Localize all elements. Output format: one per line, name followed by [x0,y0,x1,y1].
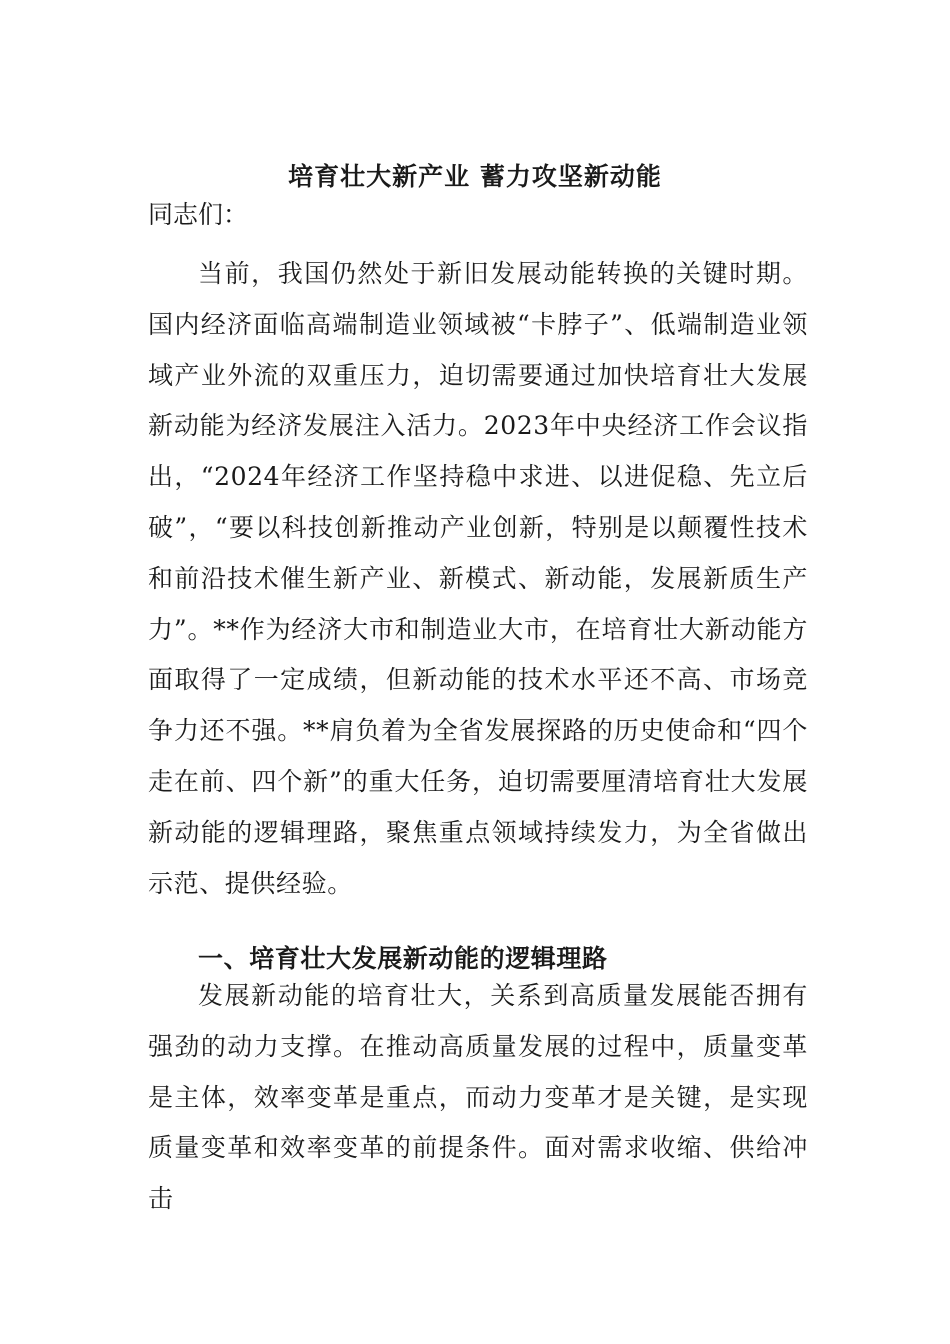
salutation: 同志们： [148,200,249,229]
body-paragraph: 当前，我国仍然处于新旧发展动能转换的关键时期。国内经济面临高端制造业领域被“卡脖子”、低端制造业领域产业外流的双重压力，迫切需要通过加快培育壮大发展新动能为经济发展注入活力。2023年中央经济工作会议指出，“2024年经济工作坚持稳中求进、以进促稳、先立后破”，“要以科技创新推动产业创新，特别是以颠覆性技术和前沿技术催生新产业、新模式、新动能，发展新质生产力”。**作为经济大市和制造业大市，在培育壮大新动能方面取得了一定成绩，但新动能的技术水平还不高、市场竞争力还不强。**肩负着为全省发展探路的历史使命和“四个走在前、四个新”的重大任务，迫切需要厘清培育壮大发展新动能的逻辑理路，聚焦重点领域持续发力，为全省做出示范、提供经验。 [148,259,808,898]
body-paragraph: 发展新动能的培育壮大，关系到高质量发展能否拥有强劲的动力支撑。在推动高质量发展的过程中，质量变革是主体，效率变革是重点，而动力变革才是关键，是实现质量变革和效率变革的前提条件。面对需求收缩、供给冲击 [148,981,808,1214]
section-heading: 一、培育壮大发展新动能的逻辑理路 [198,944,608,973]
document-title: 培育壮大新产业 蓄力攻坚新动能 [288,162,662,191]
